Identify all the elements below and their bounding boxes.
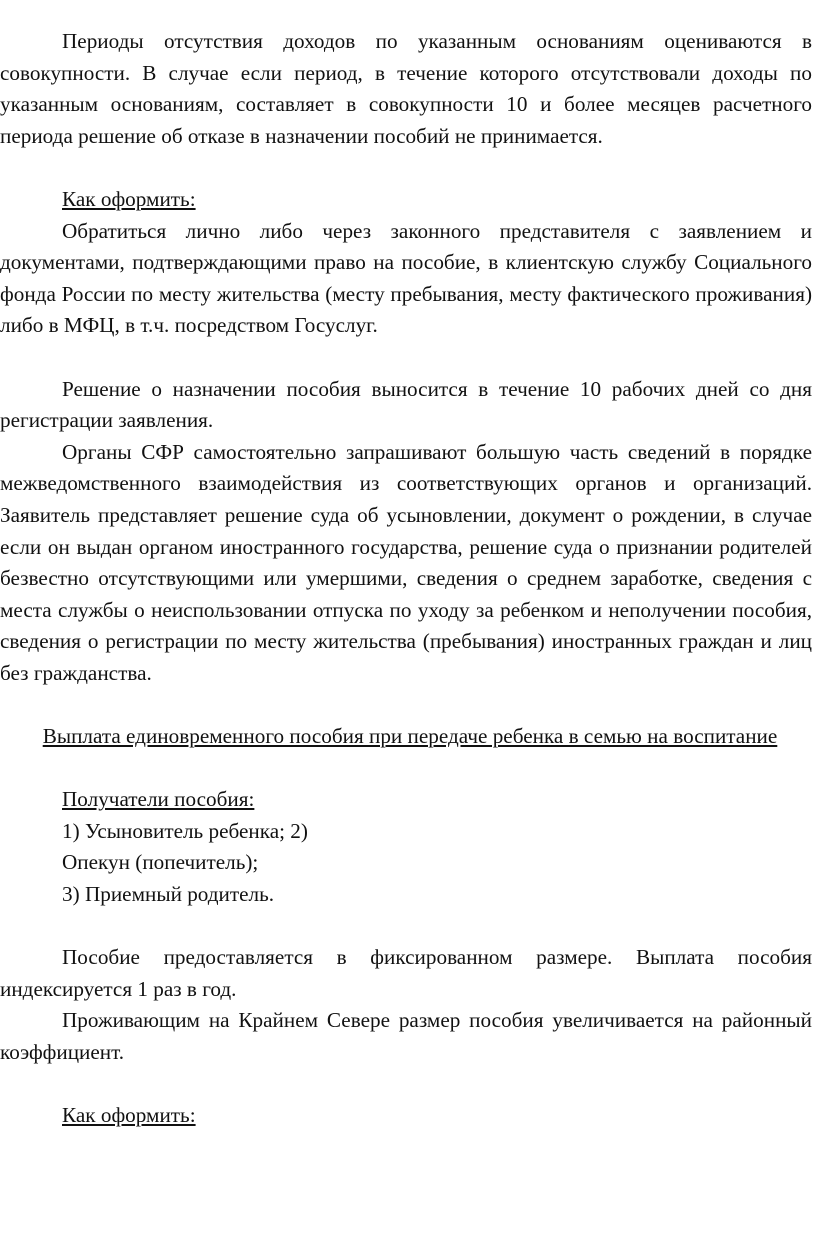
heading-how-to-apply: Как оформить: xyxy=(62,186,196,211)
spacer xyxy=(0,911,812,943)
spacer xyxy=(0,689,812,721)
section-title: Выплата единовременного пособия при передаче ребенка в семью на воспитание xyxy=(42,724,778,749)
heading-recipients: Получатели пособия: xyxy=(62,787,255,812)
recipient-item: 3) Приемный родитель. xyxy=(62,882,275,907)
spacer xyxy=(0,342,812,374)
recipient-item: 1) Усыновитель ребенка; 2) xyxy=(62,818,308,843)
paragraph-apply-procedure: Обратиться лично либо через законного представителя с заявлением и документами, подтверждающими право на пособие, в клиентскую службу Социального фонда России по месту жительства (месту пребывания, месту фактического проживания) либо в МФЦ, в т.ч. посредством Госуслуг. xyxy=(0,218,812,338)
paragraph-income-absence: Периоды отсутствия доходов по указанным основаниям оцениваются в совокупности. В случае если период, в течение которого отсутствовали доходы по указанным основаниям, составляет в совокупности 10 и более месяцев расчетного периода решение об отказе в назначении пособий не принимается. xyxy=(0,29,812,148)
spacer xyxy=(0,753,812,785)
recipient-item: Опекун (попечитель); xyxy=(62,850,259,875)
spacer xyxy=(0,152,812,184)
paragraph-decision-term: Решение о назначении пособия выносится в течение 10 рабочих дней со дня регистрации заявления. xyxy=(0,376,812,433)
paragraph-sfr-requests: Органы СФР самостоятельно запрашивают большую часть сведений в порядке межведомственного взаимодействия из соответствующих органов и организаций. Заявитель представляет решение суда об усыновлении, документ о рождении, в случае если он выдан органом иностранного государства, решение суда о признании родителей безвестно отсутствующими или умершими, сведения о среднем заработке, сведения с места службы о неиспользовании отпуска по уходу за ребенком и неполучении пособия, сведения о регистрации по месту жительства (пребывания) иностранных граждан и лиц без гражданства. xyxy=(0,439,812,685)
heading-how-to-apply: Как оформить: xyxy=(62,1103,196,1128)
paragraph-fixed-amount: Пособие предоставляется в фиксированном размере. Выплата пособия индексируется 1 раз в год. xyxy=(0,945,812,1001)
spacer xyxy=(0,1069,812,1101)
paragraph-north-coefficient: Проживающим на Крайнем Севере размер пособия увеличивается на районный коэффициент. xyxy=(0,1008,812,1064)
